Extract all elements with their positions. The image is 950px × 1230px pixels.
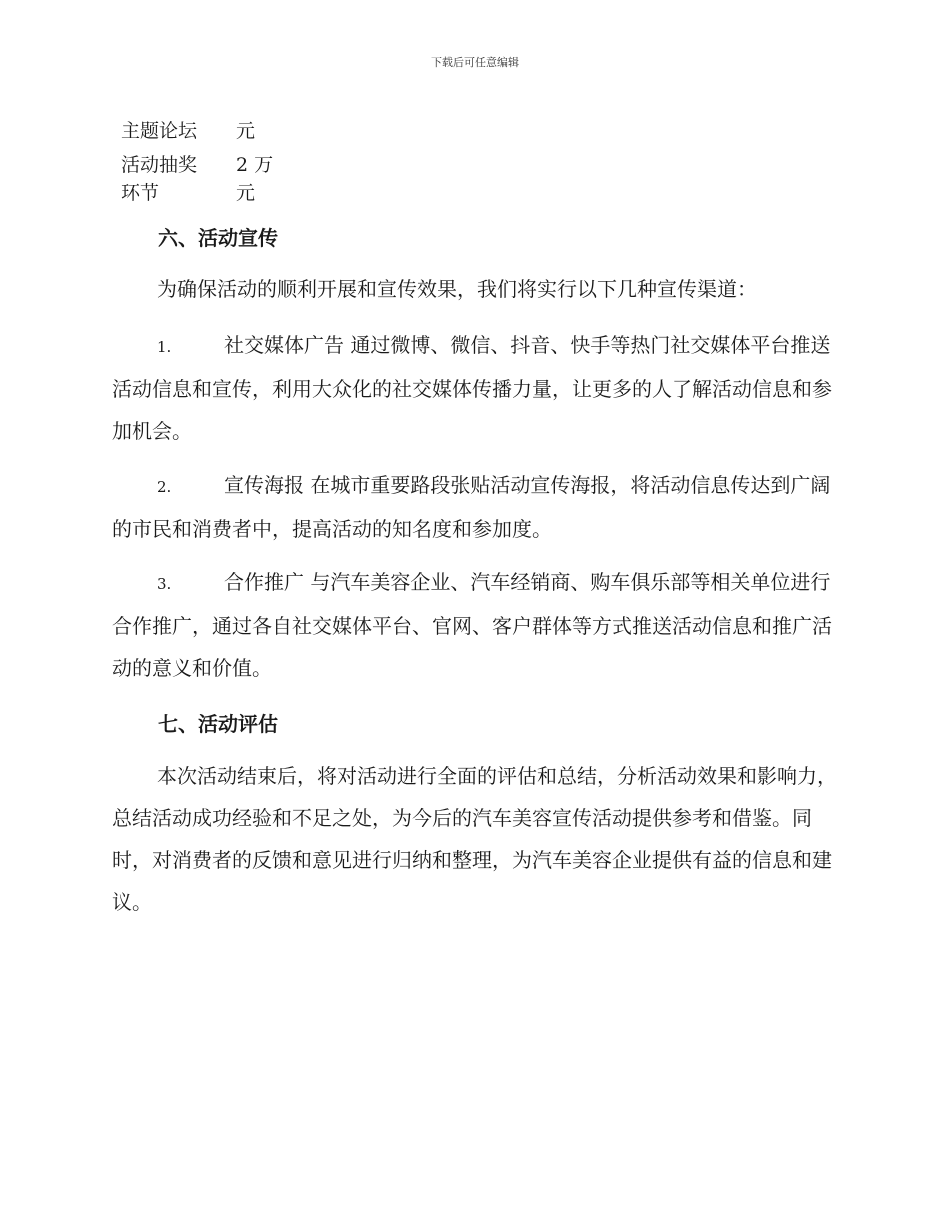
section-heading-promotion: 六、活动宣传: [158, 226, 278, 250]
budget-item-amount: 元: [236, 120, 256, 142]
item-number: 3.: [157, 575, 172, 593]
item-text: 合作推广 与汽车美容企业、汽车经销商、购车俱乐部等相关单位进行合作推广，通过各自社交媒体平台、官网、客户群体等方式推送活动信息和推广活动的意义和价值。: [112, 570, 832, 680]
promotion-item: [112, 464, 840, 550]
evaluation-body: 本次活动结束后，将对活动进行全面的评估和总结，分析活动效果和影响力，总结活动成功经验和不足之处，为今后的汽车美容宣传活动提供参考和借鉴。同时，对消费者的反馈和意见进行归纳和整理，为汽车美容企业提供有益的信息和建议。: [112, 764, 837, 914]
item-number: 2.: [157, 478, 172, 496]
budget-item-label: 主题论坛: [121, 120, 198, 142]
budget-item-label: 环节: [121, 182, 160, 204]
promotion-item: [112, 561, 840, 689]
budget-item-amount: 2 万: [236, 154, 274, 176]
item-text: 社交媒体广告 通过微博、微信、抖音、快手等热门社交媒体平台推送活动信息和宣传，利用大众化的社交媒体传播力量，让更多的人了解活动信息和参加机会。: [112, 333, 832, 443]
budget-item-label: 活动抽奖: [121, 154, 198, 176]
section-heading-evaluation: 七、活动评估: [158, 712, 278, 736]
page-header: 下载后可任意编辑: [431, 56, 519, 69]
promotion-item: [112, 324, 840, 452]
item-text: 宣传海报 在城市重要路段张贴活动宣传海报，将活动信息传达到广阔的市民和消费者中，提高活动的知名度和参加度。: [112, 473, 831, 541]
promotion-intro: 为确保活动的顺利开展和宣传效果，我们将实行以下几种宣传渠道：: [157, 277, 757, 301]
budget-item-amount: 元: [236, 182, 256, 204]
item-number: 1.: [157, 338, 172, 356]
